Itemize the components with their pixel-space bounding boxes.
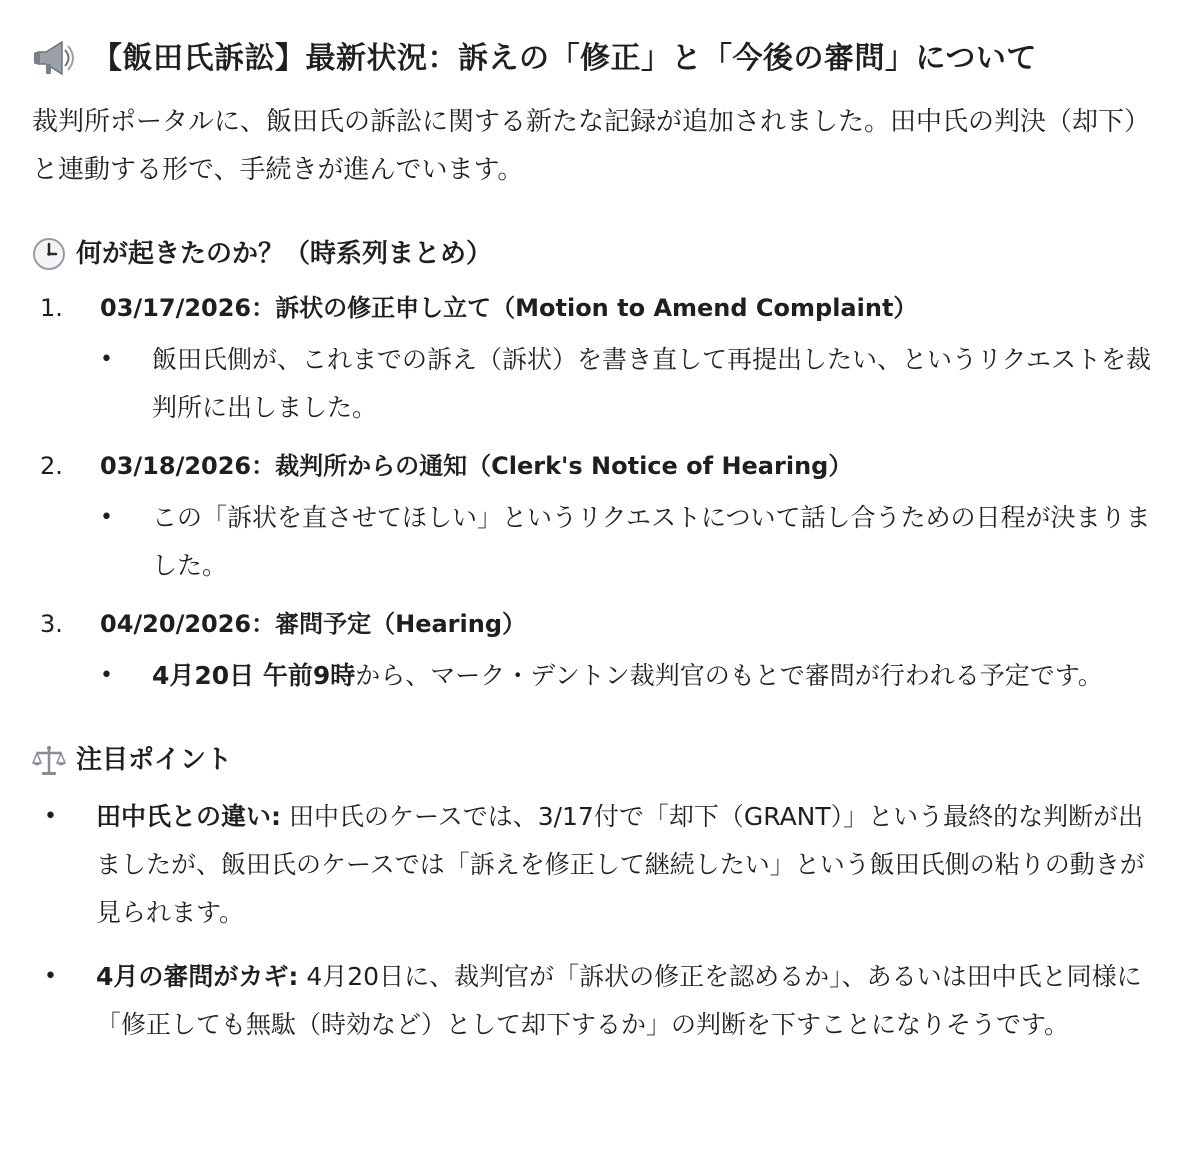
point-label: 4月の審問がカギ: <box>96 961 299 991</box>
bullet: • <box>100 663 113 689</box>
point-text: 田中氏のケースでは、3/17付で「却下（GRANT）」という最終的な判断が出ましたが、飯田氏のケースでは「訴えを修正して継続したい」という飯田氏側の粘りの動きが見られます。 <box>96 801 1145 927</box>
timeline-title: 03/17/2026：訴状の修正申し立て（Motion to Amend Complaint） <box>100 294 918 323</box>
bullet: • <box>100 347 113 373</box>
title-row <box>32 38 1160 78</box>
timeline-title: 04/20/2026：審問予定（Hearing） <box>100 610 527 639</box>
point-text: 4月20日に、裁判官が「訴状の修正を認めるか」、あるいは田中氏と同様に「修正しても無駄（時効など）として却下するか」の判断を下すことになりそうです。 <box>96 961 1142 1039</box>
timeline-section-header <box>32 236 1160 272</box>
timeline-list <box>32 286 1160 700</box>
timeline-heading: 何が起きたのか？（時系列まとめ） <box>76 239 493 269</box>
points-heading: 注目ポイント <box>76 745 233 776</box>
timeline-number: 3. <box>40 610 63 639</box>
timeline-detail <box>152 652 1160 700</box>
timeline-title: 03/18/2026：裁判所からの通知（Clerk's Notice of Hearing） <box>100 452 853 481</box>
bullet: • <box>44 963 57 989</box>
scales-icon <box>32 744 66 778</box>
clock-icon <box>32 237 66 271</box>
timeline-detail <box>152 336 1160 432</box>
timeline-item <box>32 286 1160 432</box>
points-section-header <box>32 742 1160 778</box>
bullet: • <box>100 505 113 531</box>
timeline-detail-bold: 4月20日 午前9時 <box>152 661 356 691</box>
points-list <box>32 793 1160 1049</box>
timeline-detail-text: この「訴状を直させてほしい」というリクエストについて話し合うための日程が決まりました。 <box>152 503 1151 581</box>
timeline-number: 2. <box>40 452 63 481</box>
timeline-number: 1. <box>40 294 63 323</box>
timeline-item <box>32 602 1160 700</box>
timeline-item <box>32 444 1160 590</box>
point-item <box>32 953 1160 1049</box>
bullet: • <box>44 803 57 829</box>
timeline-detail-text: から、マーク・デントン裁判官のもとで審問が行われる予定です。 <box>355 661 1103 691</box>
intro-paragraph: 裁判所ポータルに、飯田氏の訴訟に関する新たな記録が追加されました。田中氏の判決（却下）と連動する形で、手続きが進んでいます。 <box>32 107 1151 185</box>
megaphone-icon <box>32 38 78 78</box>
point-item <box>32 793 1160 937</box>
page-title: 【飯田氏訴訟】最新状況：訴えの「修正」と「今後の審問」について <box>92 40 1037 76</box>
timeline-detail-text: 飯田氏側が、これまでの訴え（訴状）を書き直して再提出したい、というリクエストを裁判所に出しました。 <box>152 345 1152 423</box>
point-label: 田中氏との違い: <box>96 801 281 831</box>
timeline-detail <box>152 494 1160 590</box>
